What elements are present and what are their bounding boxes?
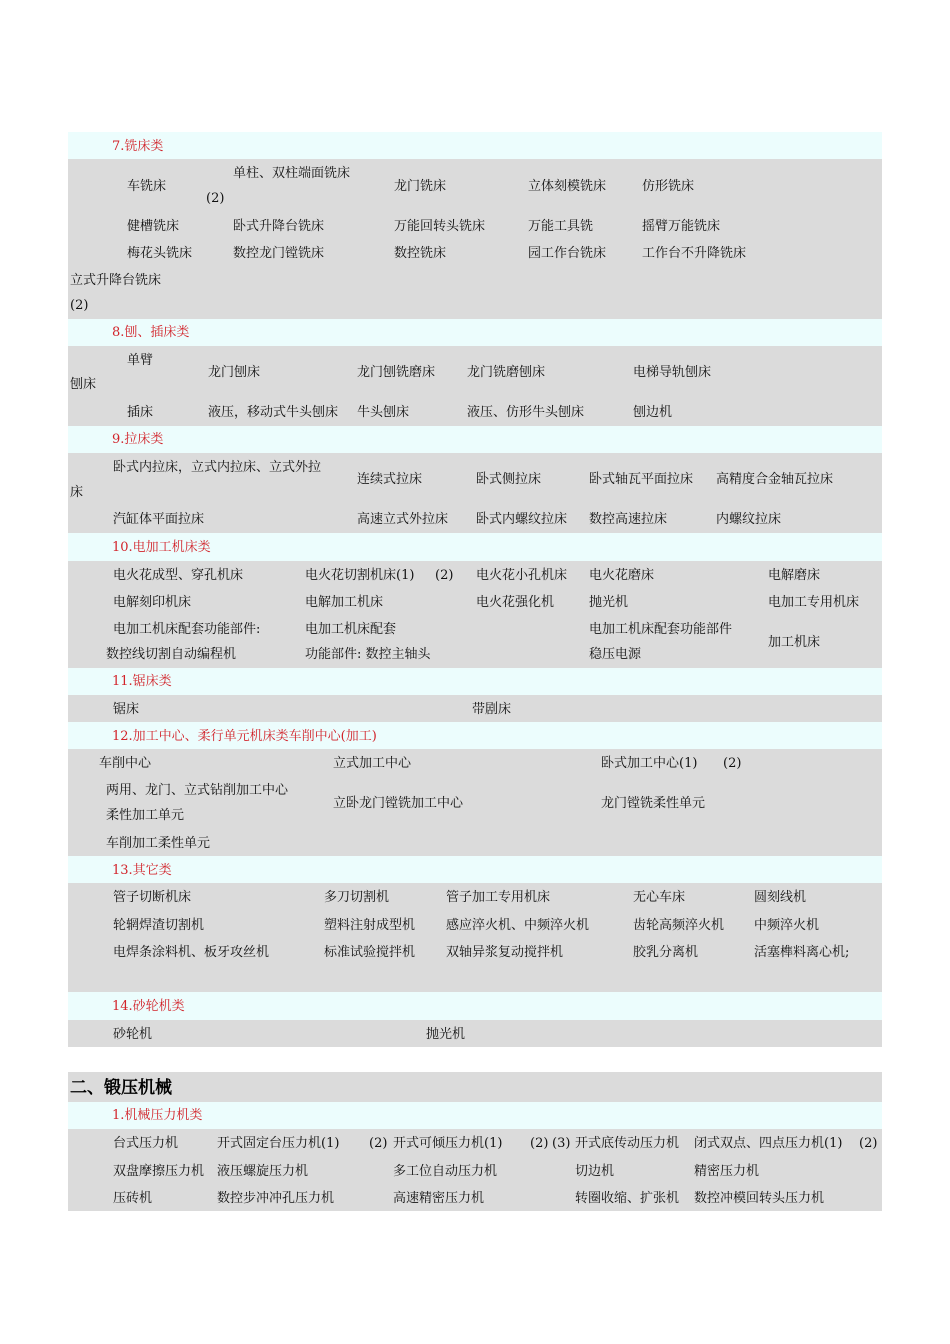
list-item: (3) [552, 1136, 571, 1151]
list-item: 标准试验搅拌机 [324, 945, 416, 960]
list-item: 车削中心 [99, 756, 152, 771]
list-item: 刨边机 [633, 405, 673, 420]
section-title-mech-press: 1.机械压力机类 [112, 1108, 203, 1123]
list-item: 高速精密压力机 [393, 1191, 485, 1206]
list-item: (2) [70, 298, 89, 313]
list-item: 健槽铣床 [127, 219, 180, 234]
list-item: 龙门镗铣柔性单元 [601, 796, 706, 811]
list-item: 数控高速拉床 [589, 512, 668, 527]
list-item: 开式固定台压力机(1) [217, 1136, 340, 1151]
section-header-broaching [68, 426, 882, 453]
list-item: 数控龙门镗铣床 [233, 246, 325, 261]
list-item: 多工位自动压力机 [393, 1164, 498, 1179]
list-item: 电解加工机床 [305, 595, 384, 610]
section-title-machining-center: 12.加工中心、柔行单元机床类车削中心(加工) [112, 729, 377, 744]
list-item: 柔性加工单元 [106, 808, 185, 823]
list-item: 园工作台铣床 [528, 246, 607, 261]
list-item: (2) [859, 1136, 878, 1151]
list-item: 齿轮高频淬火机 [633, 918, 725, 933]
list-item: 电火花成型、穿孔机床 [113, 568, 244, 583]
list-item: 轮辋焊渣切割机 [113, 918, 205, 933]
list-item: 双盘摩擦压力机 [113, 1164, 205, 1179]
list-item: 万能回转头铣床 [394, 219, 486, 234]
section-header-sawing [68, 668, 882, 695]
list-item: 胶乳分离机 [633, 945, 699, 960]
list-item: 电加工机床配套 [305, 622, 397, 637]
list-item: 摇臂万能铣床 [642, 219, 721, 234]
list-item: 精密压力机 [694, 1164, 760, 1179]
list-item: 龙门铣磨刨床 [467, 365, 546, 380]
list-item: 台式压力机 [113, 1136, 179, 1151]
list-item: 开式底传动压力机 [575, 1136, 680, 1151]
section-body-grinder [68, 1020, 882, 1047]
list-item: 液压，移动式牛头刨床 [208, 405, 339, 420]
list-item: 无心车床 [633, 890, 686, 905]
list-item: (2) [530, 1136, 549, 1151]
list-item: 龙门刨床 [208, 365, 261, 380]
list-item: 开式可倾压力机(1) [393, 1136, 503, 1151]
list-item: 单柱、双柱端面铣床 [233, 166, 351, 181]
list-item: 龙门刨铣磨床 [357, 365, 436, 380]
list-item: 卧式内拉床，立式内拉床、立式外拉 [113, 460, 322, 475]
list-item: 电火花磨床 [589, 568, 655, 583]
list-item: 转圈收缩、扩张机 [575, 1191, 680, 1206]
section-title-broaching: 9.拉床类 [112, 432, 164, 447]
section-title-others: 13.其它类 [112, 863, 172, 878]
list-item: 抛光机 [426, 1027, 466, 1042]
list-item: 卧式轴瓦平面拉床 [589, 472, 694, 487]
list-item: 梅花头铣床 [127, 246, 193, 261]
list-item: 电火花切割机床(1) [305, 568, 415, 583]
list-item: 万能工具铣 [528, 219, 594, 234]
list-item: 压砖机 [113, 1191, 153, 1206]
list-item: 刨床 [70, 377, 97, 392]
list-item: 床 [70, 485, 84, 500]
section-title-grinder: 14.砂轮机类 [112, 999, 185, 1014]
list-item: 两用、龙门、立式钻削加工中心 [106, 783, 289, 798]
list-item: 龙门铣床 [394, 179, 447, 194]
list-item: 稳压电源 [589, 647, 642, 662]
list-item: 锯床 [113, 702, 140, 717]
list-item: (2) [723, 756, 742, 771]
section-header-others [68, 856, 882, 883]
list-item: 加工机床 [768, 635, 821, 650]
list-item: 仿形铣床 [642, 179, 695, 194]
list-item: 带剧床 [472, 702, 512, 717]
list-item: 功能部件: 数控主轴头 [305, 647, 431, 662]
list-item: 电解刻印机床 [113, 595, 192, 610]
list-item: 高精度合金轴瓦拉床 [716, 472, 834, 487]
list-item: 管子加工专用机床 [446, 890, 551, 905]
list-item: 电加工机床配套功能部件: [113, 622, 261, 637]
list-item: 数控步冲冲孔压力机 [217, 1191, 335, 1206]
section-title-edm: 10.电加工机床类 [112, 540, 211, 555]
list-item: 塑料注射成型机 [324, 918, 416, 933]
list-item: 电加工机床配套功能部件 [589, 622, 733, 637]
list-item: 卧式加工中心(1) [601, 756, 698, 771]
list-item: 管子切断机床 [113, 890, 192, 905]
list-item: 单臂 [127, 353, 154, 368]
list-item: 感应淬火机、中频淬火机 [446, 918, 590, 933]
list-item: 闭式双点、四点压力机(1) [694, 1136, 843, 1151]
list-item: 立卧龙门镗铣加工中心 [333, 796, 464, 811]
list-item: 电焊条涂料机、板牙攻丝机 [113, 945, 270, 960]
section-header-milling [68, 132, 882, 159]
list-item: 内螺纹拉床 [716, 512, 782, 527]
list-item: 抛光机 [589, 595, 629, 610]
list-item: (2) [369, 1136, 388, 1151]
section-title-sawing: 11.锯床类 [112, 674, 172, 689]
section-header-planing [68, 319, 882, 346]
list-item: 切边机 [575, 1164, 615, 1179]
list-item: 卧式升降台铣床 [233, 219, 325, 234]
section-title-milling: 7.铣床类 [112, 139, 164, 154]
list-item: 立式加工中心 [333, 756, 412, 771]
list-item: 插床 [127, 405, 154, 420]
list-item: 电解磨床 [768, 568, 821, 583]
list-item: 车铣床 [127, 179, 167, 194]
list-item: 车削加工柔性单元 [106, 836, 211, 851]
list-item: 立体刻模铣床 [528, 179, 607, 194]
list-item: 液压、仿形牛头刨床 [467, 405, 585, 420]
list-item: (2) [435, 568, 454, 583]
list-item: 电梯导轨刨床 [633, 365, 712, 380]
list-item: 数控铣床 [394, 246, 447, 261]
list-item: 汽缸体平面拉床 [113, 512, 205, 527]
part-title-forging: 二、锻压机械 [70, 1078, 172, 1098]
section-body-milling [68, 159, 882, 319]
list-item: (2) [206, 191, 225, 206]
list-item: 牛头刨床 [357, 405, 410, 420]
section-header-grinder [68, 992, 882, 1020]
list-item: 双轴异浆复动搅拌机 [446, 945, 564, 960]
list-item: 连续式拉床 [357, 472, 423, 487]
list-item: 卧式内螺纹拉床 [476, 512, 568, 527]
list-item: 电火花强化机 [476, 595, 555, 610]
list-item: 液压螺旋压力机 [217, 1164, 309, 1179]
list-item: 圆刻线机 [754, 890, 807, 905]
list-item: 数控冲模回转头压力机 [694, 1191, 825, 1206]
list-item: 数控线切割自动编程机 [106, 647, 237, 662]
part-header-forging [68, 1072, 882, 1102]
list-item: 立式升降台铣床 [70, 273, 162, 288]
list-item: 高速立式外拉床 [357, 512, 449, 527]
list-item: 砂轮机 [113, 1027, 153, 1042]
list-item: 多刀切割机 [324, 890, 390, 905]
list-item: 活塞榫料离心机; [754, 945, 850, 960]
list-item: 卧式侧拉床 [476, 472, 542, 487]
section-title-planing: 8.刨、插床类 [112, 325, 190, 340]
list-item: 电火花小孔机床 [476, 568, 568, 583]
list-item: 中频淬火机 [754, 918, 820, 933]
list-item: 工作台不升降铣床 [642, 246, 747, 261]
list-item: 电加工专用机床 [768, 595, 860, 610]
